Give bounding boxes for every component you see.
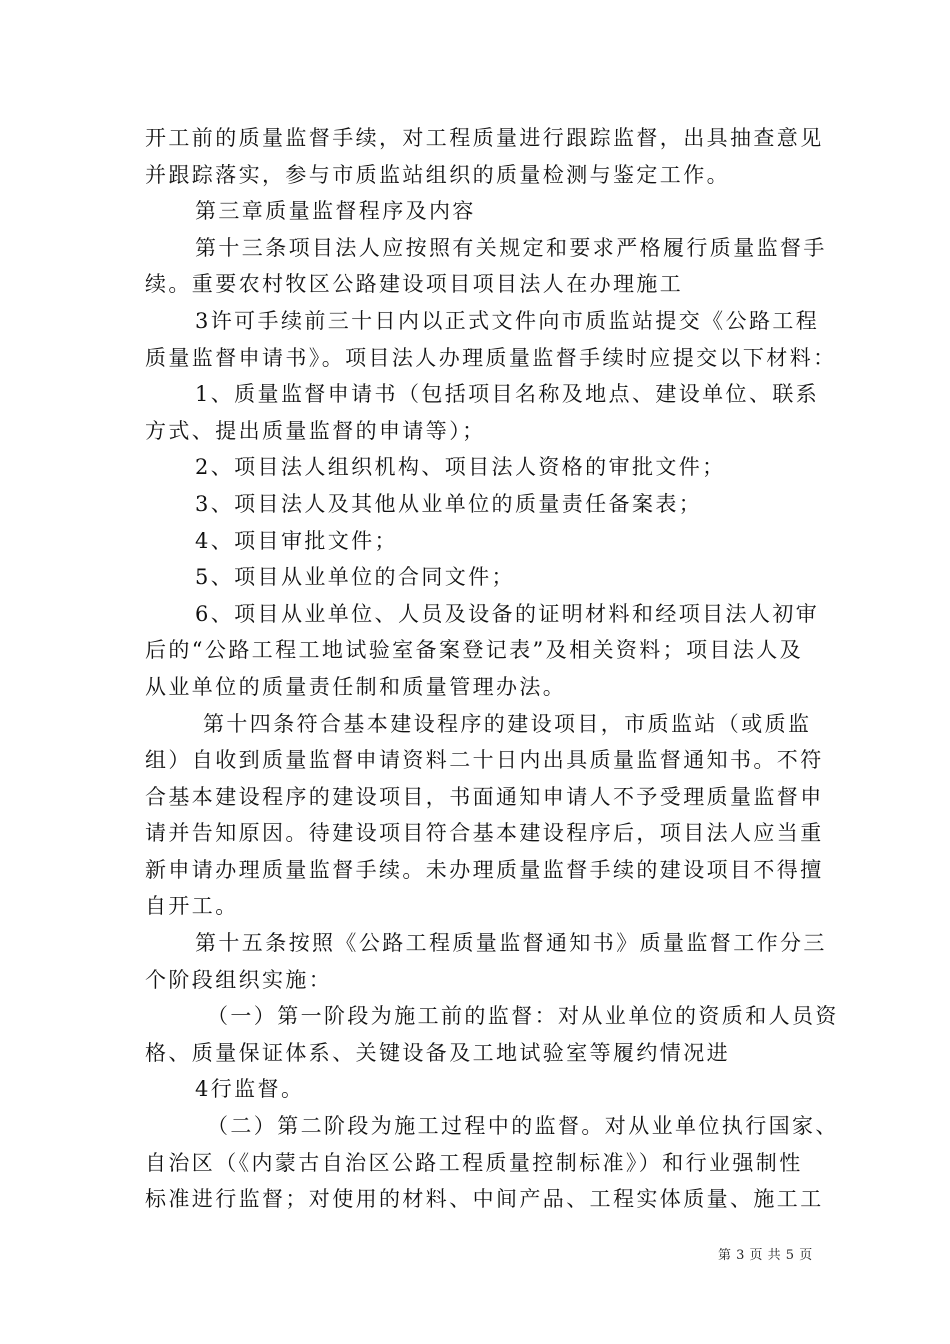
text-line: 质量监督申请书》。项目法人办理质量监督手续时应提交以下材料： bbox=[145, 345, 837, 370]
list-item-2: 2、项目法人组织机构、项目法人资格的审批文件； bbox=[195, 455, 726, 480]
text-line: 后的“公路工程工地试验室备案登记表”及相关资料；项目法人及 bbox=[145, 638, 804, 663]
text-line: 新申请办理质量监督手续。未办理质量监督手续的建设项目不得擅 bbox=[145, 857, 824, 882]
list-item-5: 5、项目从业单位的合同文件； bbox=[195, 565, 515, 590]
text-line: 自治区（《内蒙古自治区公路工程质量控制标准》）和行业强制性 bbox=[145, 1150, 803, 1175]
text-line: 方式、提出质量监督的申请等）； bbox=[145, 418, 486, 443]
text-line: 并跟踪落实，参与市质监站组织的质量检测与鉴定工作。 bbox=[145, 162, 730, 187]
text-line: 标准进行监督；对使用的材料、中间产品、工程实体质量、施工工 bbox=[145, 1187, 824, 1212]
article-14-line: 第十四条符合基本建设程序的建设项目，市质监站（或质监 bbox=[203, 711, 812, 736]
text-line: 4行监督。 bbox=[195, 1077, 305, 1102]
list-item-3: 3、项目法人及其他从业单位的质量责任备案表； bbox=[195, 491, 703, 516]
page-number-footer: 第 3 页 共 5 页 bbox=[718, 1248, 813, 1263]
text-line: 自开工。 bbox=[145, 894, 239, 919]
text-line: 从业单位的质量责任制和质量管理办法。 bbox=[145, 674, 567, 699]
list-item-4: 4、项目审批文件； bbox=[195, 528, 398, 553]
document-body bbox=[145, 120, 839, 1218]
text-line: 个阶段组织实施： bbox=[145, 967, 333, 992]
list-item-6: 6、项目从业单位、人员及设备的证明材料和经项目法人初审 bbox=[195, 601, 820, 626]
list-item-1: 1、质量监督申请书（包括项目名称及地点、建设单位、联系 bbox=[195, 382, 820, 407]
article-15-line: 第十五条按照《公路工程质量监督通知书》质量监督工作分三 bbox=[195, 931, 827, 956]
text-line: 格、质量保证体系、关键设备及工地试验室等履约情况进 bbox=[145, 1040, 730, 1065]
stage-1-line: （一）第一阶段为施工前的监督：对从业单位的资质和人员资 bbox=[207, 1004, 839, 1029]
text-line: 3许可手续前三十日内以正式文件向市质监站提交《公路工程 bbox=[195, 308, 820, 333]
stage-2-line: （二）第二阶段为施工过程中的监督。对从业单位执行国家、 bbox=[207, 1114, 839, 1139]
text-line: 开工前的质量监督手续，对工程质量进行跟踪监督，出具抽查意见 bbox=[145, 126, 824, 150]
text-line: 请并告知原因。待建设项目符合基本建设程序后，项目法人应当重 bbox=[145, 821, 824, 846]
chapter-heading: 第三章质量监督程序及内容 bbox=[195, 199, 476, 224]
text-line: 续。重要农村牧区公路建设项目项目法人在办理施工 bbox=[145, 272, 684, 297]
text-line: 组）自收到质量监督申请资料二十日内出具质量监督通知书。不符 bbox=[145, 748, 824, 773]
article-13-line: 第十三条项目法人应按照有关规定和要求严格履行质量监督手 bbox=[195, 235, 827, 260]
text-line: 合基本建设程序的建设项目，书面通知申请人不予受理质量监督申 bbox=[145, 784, 824, 809]
